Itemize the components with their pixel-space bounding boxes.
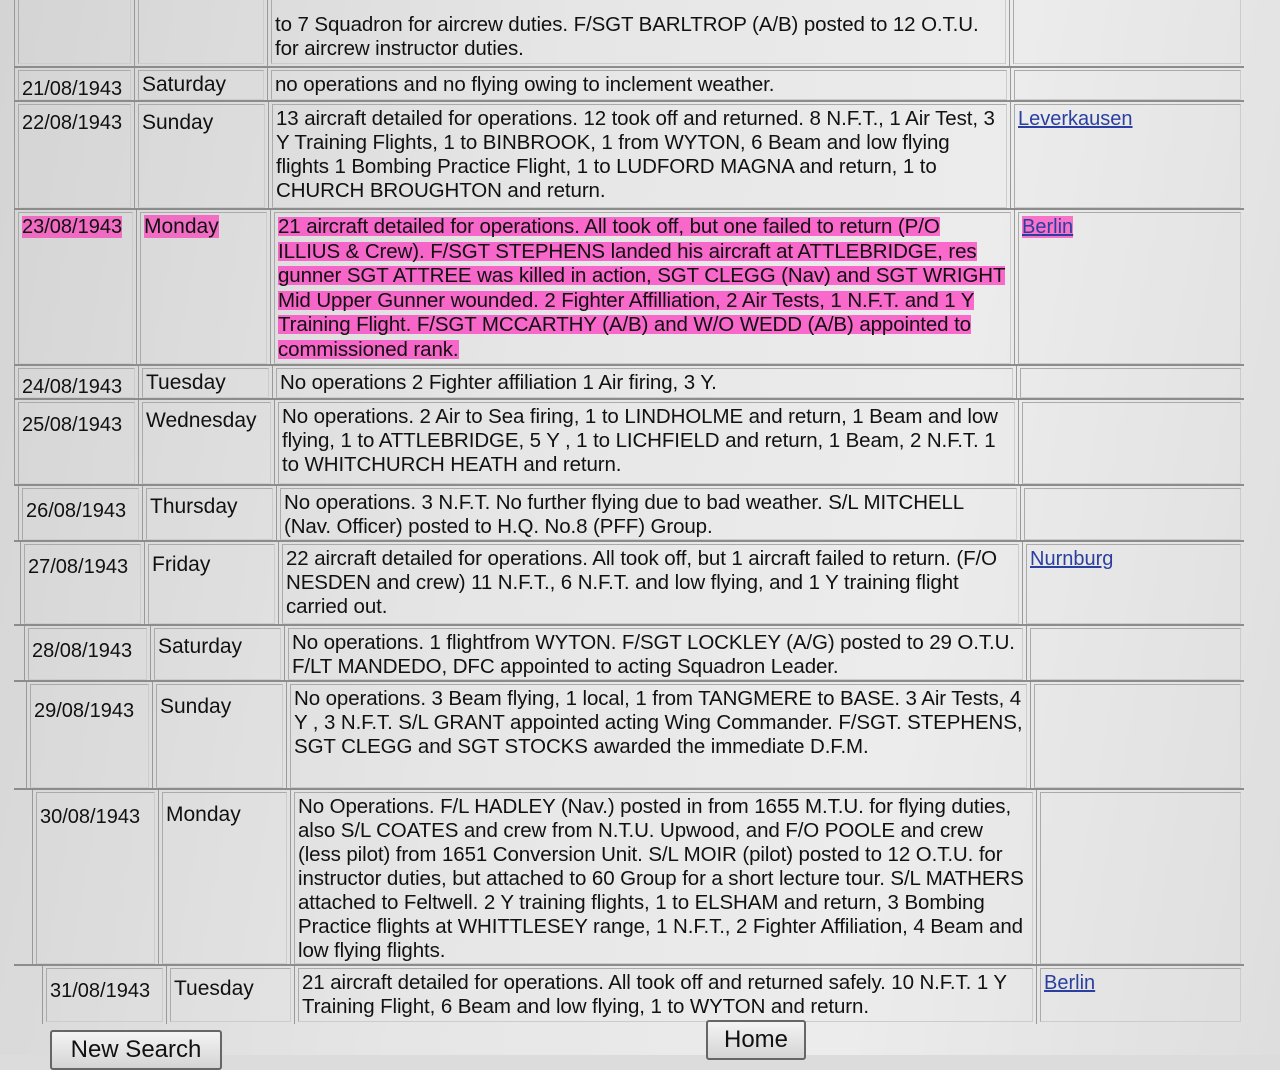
date-cell: 30/08/1943 [36,792,155,964]
date-cell: 27/08/1943 [24,544,141,624]
target-link[interactable]: Leverkausen [1018,108,1133,130]
day-cell: Thursday [146,488,273,540]
target-link[interactable]: Nurnburg [1030,548,1114,570]
home-button[interactable]: Home [706,1020,806,1060]
target-cell [1014,70,1241,100]
table-row [14,964,1244,1024]
detail-cell: 22 aircraft detailed for operations. All took off, but 1 aircraft failed to return. (F/O NESDEN and crew) 11 N.F.T., 6 N.F.T. and low flying, and 1 Y training flight carried out. [282,544,1019,624]
date-cell: 26/08/1943 [22,488,139,540]
date-cell: 28/08/1943 [28,628,147,680]
target-link[interactable]: Berlin [1044,972,1096,994]
target-cell [1020,368,1241,398]
table-row [14,208,1244,366]
date-cell: 22/08/1943 [18,104,131,208]
table-row [14,0,1244,66]
detail-cell: to 7 Squadron for aircrew duties. F/SGT BARLTROP (A/B) posted to 12 O.T.U. for aircrew instructor duties. [271,0,1006,64]
detail-cell: No operations 2 Fighter affiliation 1 Air firing, 3 Y. [276,368,1013,398]
detail-cell: No operations. 2 Air to Sea firing, 1 to LINDHOLME and return, 1 Beam and low flying, 1 to ATTLEBRIDGE, 5 Y , 1 to LICHFIELD and return, 1 Beam, 2 N.F.T. 1 to WHITCHURCH HEATH and return. [278,402,1015,484]
day-cell: Monday [144,215,219,238]
table-row [14,66,1244,102]
detail-cell: 21 aircraft detailed for operations. All took off, but one failed to return (P/O ILLIUS & Crew). F/SGT STEPHENS landed his aircraft at ATTLEBRIDGE, res gunner SGT ATTREE was killed in action, SGT CLEGG (Nav) and SGT WRIGHT Mid Upper Gunner wounded. 2 Fighter Affilliation, 2 Air Tests, 1 N.F.T. and 1 Y Training Flight. F/SGT MCCARTHY (A/B) and W/O WEDD (A/B) appointed to commissioned rank. [278,215,1006,361]
day-cell: Friday [148,544,275,624]
date-cell: 23/08/1943 [22,216,123,238]
date-cell: 29/08/1943 [30,684,149,788]
new-search-button[interactable]: New Search [50,1030,222,1070]
detail-cell: No operations. 3 N.F.T. No further flying due to bad weather. S/L MITCHELL (Nav. Officer) posted to H.Q. No.8 (PFF) Group. [280,488,1017,540]
table-row [14,100,1244,210]
day-cell: Saturday [154,628,281,680]
date-cell: 31/08/1943 [46,968,163,1022]
table-row [14,788,1244,966]
table-row [14,624,1244,682]
table-row [14,680,1244,790]
detail-cell: 21 aircraft detailed for operations. All took off and returned safely. 10 N.F.T. 1 Y Training Flight, 6 Beam and low flying, 1 to WYTON and return. [298,968,1033,1022]
day-cell: Monday [162,792,287,964]
table-row [14,484,1244,542]
date-cell [18,0,131,64]
day-cell: Tuesday [142,368,269,398]
day-cell [138,0,264,64]
table-row [14,364,1244,400]
target-cell [1034,684,1241,788]
date-cell: 21/08/1943 [18,70,131,100]
day-cell: Tuesday [170,968,291,1022]
table-row [14,540,1244,626]
detail-cell: no operations and no flying owing to inclement weather. [271,70,1007,100]
day-cell: Sunday [156,684,283,788]
day-cell: Wednesday [142,402,271,484]
day-cell: Saturday [138,70,264,100]
table-row [14,398,1244,486]
target-cell [1024,488,1241,540]
target-cell [1013,0,1241,64]
detail-cell: No Operations. F/L HADLEY (Nav.) posted in from 1655 M.T.U. for flying duties, also S/L COATES and crew from N.T.U. Upwood, and F/O POOLE and crew (less pilot) from 1651 Conversion Unit. S/L MOIR (pilot) posted to 12 O.T.U. for instructor duties, but attached to 60 Group for a short lecture tour. S/L MATHERS attached to Feltwell. 2 Y training flights, 1 to ELSHAM and return, 3 Bombing Practice flights at WHITTLESEY range, 1 N.F.T., 2 Fighter Affiliation, 4 Beam and low flying flights. [294,792,1033,964]
detail-cell: No operations. 1 flightfrom WYTON. F/SGT LOCKLEY (A/G) posted to 29 O.T.U. F/LT MANDEDO, DFC appointed to acting Squadron Leader. [288,628,1023,680]
date-cell: 25/08/1943 [18,402,135,484]
date-cell: 24/08/1943 [18,368,135,398]
target-link[interactable]: Berlin [1022,216,1074,238]
target-cell [1040,792,1241,964]
detail-cell: 13 aircraft detailed for operations. 12 took off and returned. 8 N.F.T., 1 Air Test, 3 Y Training Flights, 1 to BINBROOK, 1 from WYTON, 6 Beam and low flying flights 1 Bombing Practice Flight, 1 to LUDFORD MAGNA and return, 1 to CHURCH BROUGHTON and return. [272,104,1007,208]
target-cell [1022,402,1241,484]
target-cell [1030,628,1241,680]
day-cell: Sunday [138,104,265,208]
detail-cell: No operations. 3 Beam flying, 1 local, 1 from TANGMERE to BASE. 3 Air Tests, 4 Y , 3 N.F.T. S/L GRANT appointed acting Wing Commander. F/SGT. STEPHENS, SGT CLEGG and SGT STOCKS awarded the immediate D.F.M. [290,684,1027,788]
